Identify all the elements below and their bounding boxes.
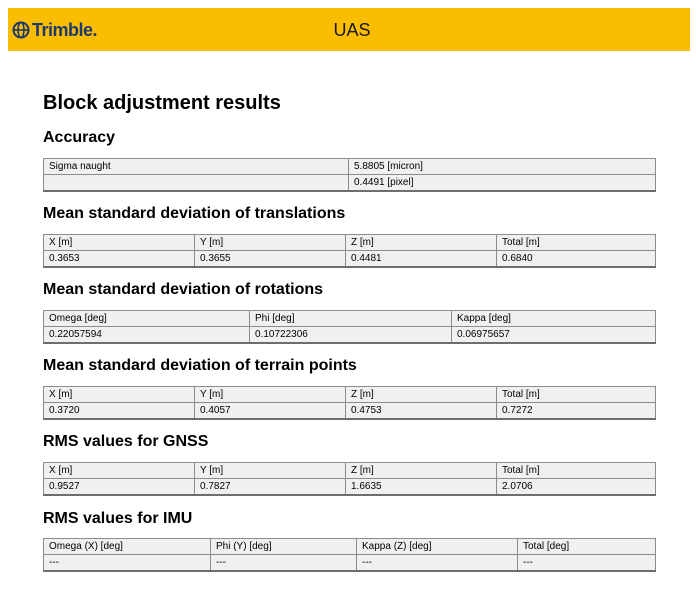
accuracy-heading: Accuracy — [43, 129, 116, 146]
column-header: Z [m] — [346, 387, 497, 403]
table-cell: 0.3720 — [44, 403, 195, 420]
table-cell: 5.8805 [micron] — [349, 159, 656, 175]
table-cell: 0.22057594 — [44, 327, 250, 344]
table-cell: 0.9527 — [44, 479, 195, 496]
column-header: Total [m] — [497, 235, 656, 251]
page-title: Block adjustment results — [43, 92, 281, 114]
column-header: X [m] — [44, 463, 195, 479]
table-cell: 0.7272 — [497, 403, 656, 420]
table-cell: 0.3653 — [44, 251, 195, 268]
column-header: Y [m] — [195, 235, 346, 251]
table-cell: 0.10722306 — [250, 327, 452, 344]
table-row — [44, 403, 656, 420]
table-cell: 1.6635 — [346, 479, 497, 496]
logo-text: Trimble. — [32, 19, 98, 40]
column-header: Kappa (Z) [deg] — [357, 539, 518, 555]
table-cell: 0.4491 [pixel] — [349, 175, 656, 192]
table-row — [44, 555, 656, 572]
accuracy-table — [43, 158, 656, 192]
table-cell: 0.3655 — [195, 251, 346, 268]
table-header-row — [44, 539, 656, 555]
table-row — [44, 175, 656, 192]
header-title: UAS — [333, 20, 371, 40]
table-cell: 0.4057 — [195, 403, 346, 420]
table-cell: --- — [44, 555, 211, 572]
table-cell: 0.7827 — [195, 479, 346, 496]
table-header-row — [44, 235, 656, 251]
table-header-row — [44, 387, 656, 403]
table-row — [44, 251, 656, 268]
column-header: Total [m] — [497, 387, 656, 403]
column-header: Omega (X) [deg] — [44, 539, 211, 555]
column-header: Y [m] — [195, 387, 346, 403]
terrain-table — [43, 386, 656, 420]
column-header: X [m] — [44, 387, 195, 403]
column-header: Kappa [deg] — [452, 311, 656, 327]
rotations-table — [43, 310, 656, 344]
translations-heading: Mean standard deviation of translations — [43, 205, 346, 222]
table-cell: --- — [357, 555, 518, 572]
table-cell: 0.4481 — [346, 251, 497, 268]
column-header: Phi (Y) [deg] — [211, 539, 357, 555]
table-cell: --- — [518, 555, 656, 572]
imu-heading: RMS values for IMU — [43, 510, 193, 527]
column-header: X [m] — [44, 235, 195, 251]
table-header-row — [44, 311, 656, 327]
terrain-heading: Mean standard deviation of terrain points — [43, 357, 357, 374]
column-header: Omega [deg] — [44, 311, 250, 327]
table-row — [44, 327, 656, 344]
translations-table — [43, 234, 656, 268]
imu-table — [43, 538, 656, 572]
table-cell: 0.06975657 — [452, 327, 656, 344]
column-header: Phi [deg] — [250, 311, 452, 327]
report-header — [8, 8, 690, 51]
rotations-heading: Mean standard deviation of rotations — [43, 281, 324, 298]
column-header: Z [m] — [346, 235, 497, 251]
column-header: Total [m] — [497, 463, 656, 479]
table-cell: 0.6840 — [497, 251, 656, 268]
table-row — [44, 479, 656, 496]
column-header: Total [deg] — [518, 539, 656, 555]
table-cell: 2.0706 — [497, 479, 656, 496]
table-row — [44, 159, 656, 175]
gnss-table — [43, 462, 656, 496]
gnss-heading: RMS values for GNSS — [43, 433, 209, 450]
table-cell: Sigma naught — [44, 159, 349, 175]
column-header: Y [m] — [195, 463, 346, 479]
table-cell: 0.4753 — [346, 403, 497, 420]
table-cell: --- — [211, 555, 357, 572]
table-cell — [44, 175, 349, 192]
column-header: Z [m] — [346, 463, 497, 479]
table-header-row — [44, 463, 656, 479]
